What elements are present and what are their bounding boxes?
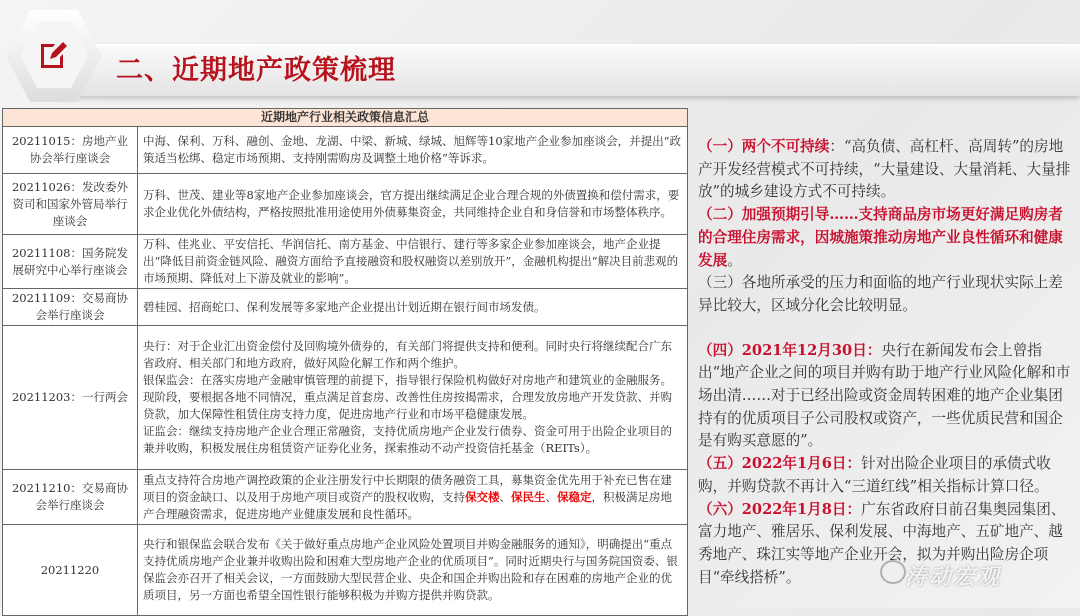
row-date: 20211109：交易商协会举行座谈会 [3,289,138,326]
policy-point [698,204,1074,272]
point-text: 广东省政府日前召集奥园集团、富力地产、雅居乐、保利发展、中海地产、五矿地产、越秀地产、珠江实等地产企业开会，拟为并购出险房企项目“牵线搭桥”。 [698,500,1066,586]
point-heading: （四）2021年12月30日： [698,341,882,359]
row-date: 20211203：一行两会 [3,326,138,470]
row-content [138,326,688,470]
row-content [138,289,688,326]
row-content [138,525,688,616]
row-content [138,174,688,235]
policy-point [698,340,1074,454]
content-text: 重点支持符合房地产调控政策的企业注册发行中长期限的债务融资工具，募集资金优先用于补充已售在建项目的资金缺口、以及用于房地产项目或资产的股权收购，支持 [143,472,672,504]
row-date: 20211108：国务院发展研究中心举行座谈会 [3,235,138,289]
highlight-text: 保交楼 [465,489,500,504]
content-text: 央行：对于企业汇出资金偿付及回购境外债券的，有关部门将提供支持和便利。同时央行将继续配合广东省政府、相关部门和地方政府，做好风险化解工作和两个维护。 [143,339,672,370]
table-row [3,127,688,174]
point-text: （三）各地所承受的压力和面临的地产行业现状实际上差异比较大，区域分化会比较明显。 [698,274,1063,314]
point-heading: （一）两个不可持续 [698,138,830,155]
highlight-text: 保民生 [511,489,546,504]
content-text: 、 [545,489,557,504]
table-row [3,470,688,525]
content-text: 、 [499,489,511,504]
page-title: 二、近期地产政策梳理 [116,55,396,86]
point-heading: （二）加强预期引导……支持商品房市场更好满足购房者的合理住房需求，因城施策推动房地产业良性循环和健康发展 [698,206,1063,269]
policy-points [698,136,1074,589]
row-date: 20211026：发改委外资司和国家外管局举行座谈会 [3,174,138,235]
policy-table [2,108,688,616]
point-text: 。 [727,251,742,269]
content-text: 万科、佳兆业、平安信托、华润信托、南方基金、中信银行、建行等多家企业参加座谈会，地产企业提出“降低目前资金链风险、融资方面给予直接融资和股权融资以差别放开”，金融机构提出“解决目前悲观的市场预期、降低对上下游及就业的影响”。 [143,237,679,285]
content-text: 中海、保利、万科、融创、金地、龙湖、中梁、新城、绿城、旭辉等10家地产企业参加座谈会，并提出“政策适当松绑、稳定市场预期、支持刚需购房及调整土地价格”等诉求。 [143,134,682,165]
content-text: 银保监会：在落实房地产金融审慎管理的前提下，指导银行保险机构做好对房地产和建筑业的金融服务。现阶段，要根据各地不同情况，重点满足首套房、改善性住房按揭需求，合理发放房地产开发贷款、并购贷款，加大保障性租赁住房支持力度，促进房地产行业和市场平稳健康发展。 [143,373,672,421]
table-row [3,235,688,289]
row-date: 20211210：交易商协会举行座谈会 [3,470,138,525]
content-text: 证监会：继续支持房地产企业合理正常融资，支持优质房地产企业发行债券、资金可用于出险企业项目的兼并收购，积极发展住房租赁资产证券化业务，探索推动不动产投资信托基金（REITs）。 [143,424,672,455]
policy-point [698,272,1074,317]
content-text: 央行和银保监会联合发布《关于做好重点房地产企业风险处置项目并购金融服务的通知》，明确提出“重点支持优质房地产企业兼并收购出险和困难大型房地产企业的优质项目”。同时近期央行与国务院国资委、银保监会亦召开了相关会议，一方面鼓励大型民营企业、央企和国企并购出险和存在困难的房地产企业的优质项目，另一方面也希望全国性银行能够积极为并购方提供并购贷款。 [143,537,678,602]
point-text: 央行在新闻发布会上曾指出“地产企业之间的项目并购有助于地产行业风险化解和市场出清……对于已经出险或资金周转困难的地产企业集团持有的优质项目子公司股权或资产，一些优质民营和国企是有购买意愿的”。 [698,341,1071,450]
table-caption: 近期地产行业相关政策信息汇总 [3,109,688,127]
watermark: 涛动宏观 [905,565,1002,590]
point-text: ：“高负债、高杠杆、高周转”的房地产开发经营模式不可持续，“大量建设、大量消耗、大量排放”的城乡建设方式不可持续。 [698,138,1071,201]
point-text: 针对出险企业项目的承债式收购，并购贷款不再计入“三道红线”相关指标计算口径。 [698,455,1051,495]
point-heading: （六）2022年1月8日： [698,500,862,518]
point-heading: （五）2022年1月6日： [698,455,862,473]
content-text: 万科、世茂、建业等8家地产企业参加座谈会，官方提出继续满足企业合理合规的外债置换和偿付需求，要求企业优化外债结构，严格按照批准用途使用外债募集资金，共同维持企业自和身信誉和市场整体秩序。 [143,188,680,219]
policy-point [698,453,1074,498]
row-content [138,127,688,174]
row-date: 20211015：房地产业协会举行座谈会 [3,127,138,174]
table-row [3,174,688,235]
policy-point [698,136,1074,204]
row-date: 20211220 [3,525,138,616]
content-text: 碧桂园、招商蛇口、保利发展等多家地产企业提出计划近期在银行间市场发债。 [143,299,546,314]
table-row [3,289,688,326]
row-content [138,470,688,525]
edit-document-icon [38,40,68,70]
row-content [138,235,688,289]
wechat-icon [880,560,906,584]
table-row [3,326,688,470]
table-row [3,525,688,616]
content-text: ，积极满足房地产合理融资需求，促进房地产业健康发展和良性循环。 [143,489,672,521]
highlight-text: 保稳定 [557,489,592,504]
